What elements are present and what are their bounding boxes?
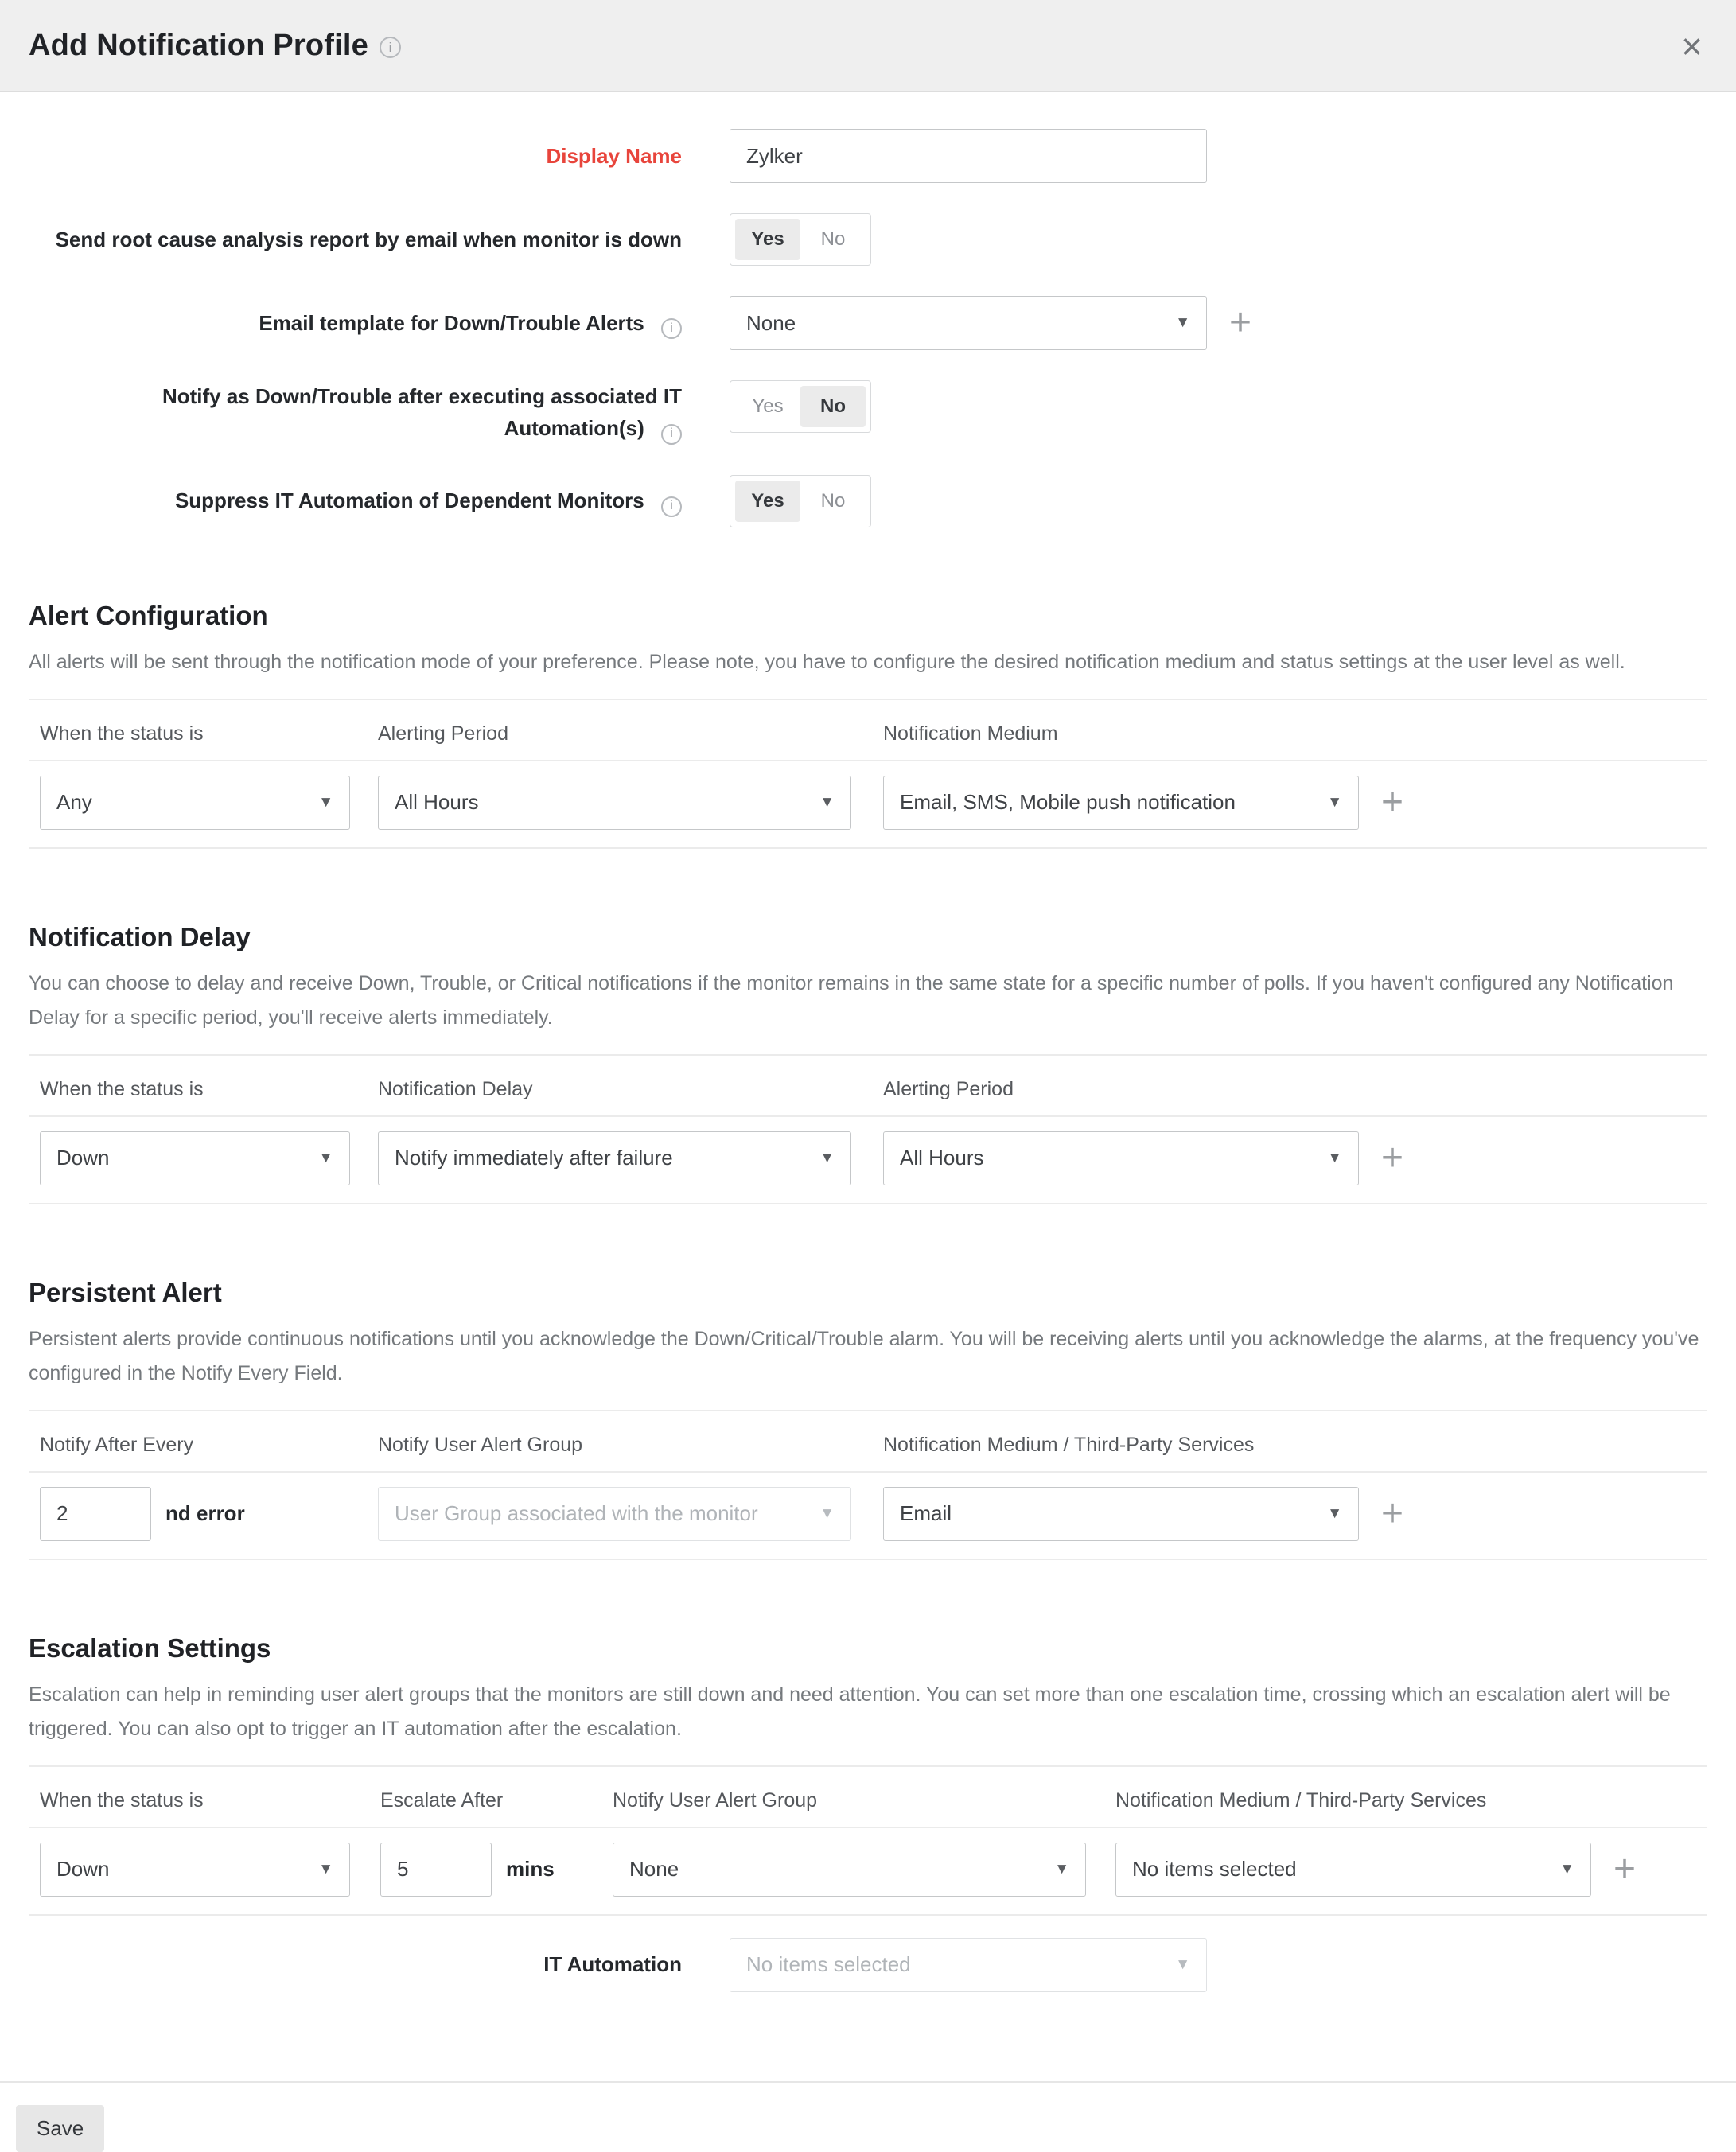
escalate-after-input[interactable]: [380, 1843, 492, 1897]
chevron-down-icon: ▼: [819, 1149, 835, 1166]
email-template-value: None: [746, 310, 796, 335]
status-dropdown[interactable]: [40, 1843, 350, 1897]
suppress-automation-no-option[interactable]: No: [820, 489, 846, 512]
email-template-label-text: Email template for Down/Trouble Alerts: [259, 310, 644, 335]
chevron-down-icon: ▼: [318, 1860, 333, 1878]
status-dropdown[interactable]: [40, 776, 350, 830]
column-header-alerting-period: Alerting Period: [883, 1077, 1014, 1100]
it-automation-placeholder: No items selected: [746, 1952, 911, 1977]
persistent-alert-row: [29, 1473, 1707, 1559]
notification-delay-row: [29, 1117, 1707, 1203]
delay-value: Notify immediately after failure: [395, 1146, 673, 1170]
email-template-row: [29, 296, 1707, 350]
alerting-period-dropdown[interactable]: [883, 1131, 1359, 1185]
alert-configuration-row: [29, 761, 1707, 847]
status-value: Down: [56, 1857, 110, 1882]
chevron-down-icon: ▼: [1327, 1504, 1342, 1522]
column-header-alerting-period: Alerting Period: [378, 722, 508, 745]
add-persistent-alert-icon[interactable]: +: [1381, 1492, 1404, 1535]
persistent-alert-section: [0, 1278, 1736, 1560]
section-title: Persistent Alert: [29, 1277, 222, 1307]
column-header-user-alert-group: Notify User Alert Group: [613, 1788, 818, 1811]
top-form: [0, 129, 1736, 527]
section-description: Persistent alerts provide continuous notifications until you acknowledge the Down/Critical/Trouble alarm. You will be receiving alerts until you acknowledge the alarms, at the frequency you've configured in the Notify Every Field.: [29, 1327, 1699, 1384]
notification-delay-section: [0, 922, 1736, 1204]
notify-after-automation-no-option[interactable]: No: [800, 386, 866, 427]
escalation-column-headers: [29, 1767, 1707, 1827]
rca-yes-option[interactable]: Yes: [735, 219, 800, 260]
rca-no-option[interactable]: No: [820, 228, 846, 250]
chevron-down-icon: ▼: [1327, 793, 1342, 811]
add-notification-delay-icon[interactable]: +: [1381, 1136, 1404, 1179]
notification-delay-column-headers: [29, 1056, 1707, 1115]
column-header-notification-medium: Notification Medium / Third-Party Services: [883, 1433, 1255, 1456]
it-automation-label: IT Automation: [543, 1952, 682, 1977]
suppress-automation-label-text: Suppress IT Automation of Dependent Monitors: [174, 488, 644, 513]
column-header-notification-medium: Notification Medium / Third-Party Services: [1115, 1788, 1487, 1811]
section-title: Notification Delay: [29, 921, 251, 951]
add-email-template-icon[interactable]: +: [1229, 302, 1252, 344]
suppress-automation-info-icon[interactable]: i: [661, 496, 682, 517]
column-header-status: When the status is: [40, 722, 204, 745]
notification-medium-dropdown[interactable]: [883, 776, 1359, 830]
suppress-automation-toggle: [730, 475, 871, 527]
divider: [29, 1203, 1707, 1204]
footer: [0, 2081, 1736, 2152]
email-template-info-icon[interactable]: i: [661, 318, 682, 339]
notify-after-automation-row: [29, 380, 1707, 445]
chevron-down-icon: ▼: [1327, 1149, 1342, 1166]
notify-after-automation-label-text: Notify as Down/Trouble after executing associated IT Automation(s): [162, 384, 682, 441]
column-header-notify-after-every: Notify After Every: [40, 1433, 194, 1456]
add-escalation-icon[interactable]: +: [1613, 1847, 1637, 1890]
it-automation-row: [29, 1938, 1707, 1992]
alerting-period-dropdown[interactable]: [378, 776, 851, 830]
column-header-status: When the status is: [40, 1077, 204, 1100]
escalation-row: [29, 1828, 1707, 1914]
mins-label: mins: [506, 1857, 555, 1882]
display-name-label: Display Name: [546, 143, 682, 168]
column-header-user-alert-group: Notify User Alert Group: [378, 1433, 583, 1456]
alert-configuration-section: [0, 601, 1736, 849]
alerting-period-value: All Hours: [395, 790, 479, 815]
notify-after-automation-info-icon[interactable]: i: [661, 424, 682, 445]
notify-after-automation-yes-option[interactable]: Yes: [752, 395, 784, 417]
notification-medium-value: Email: [900, 1501, 952, 1526]
close-icon[interactable]: ×: [1681, 25, 1703, 67]
chevron-down-icon: ▼: [1175, 1955, 1190, 1973]
add-alert-configuration-icon[interactable]: +: [1381, 780, 1404, 823]
section-description: Escalation can help in reminding user alert groups that the monitors are still down and need attention. You can set more than one escalation time, crossing which an escalation alert will be triggered. You can also opt to trigger an IT automation after the escalation.: [29, 1683, 1671, 1740]
notify-after-automation-label: [29, 380, 682, 445]
notification-medium-value: No items selected: [1132, 1857, 1297, 1882]
email-template-dropdown[interactable]: [730, 296, 1207, 350]
divider: [29, 847, 1707, 849]
user-alert-group-placeholder: User Group associated with the monitor: [395, 1501, 758, 1526]
delay-dropdown[interactable]: [378, 1131, 851, 1185]
alerting-period-value: All Hours: [900, 1146, 984, 1170]
user-alert-group-value: None: [629, 1857, 679, 1882]
notification-medium-value: Email, SMS, Mobile push notification: [900, 790, 1236, 815]
alert-configuration-column-headers: [29, 700, 1707, 760]
persistent-alert-column-headers: [29, 1411, 1707, 1471]
column-header-delay: Notification Delay: [378, 1077, 533, 1100]
status-value: Down: [56, 1146, 110, 1170]
chevron-down-icon: ▼: [819, 793, 835, 811]
column-header-status: When the status is: [40, 1788, 204, 1811]
column-header-notification-medium: Notification Medium: [883, 722, 1058, 745]
chevron-down-icon: ▼: [318, 793, 333, 811]
user-alert-group-dropdown[interactable]: [613, 1843, 1086, 1897]
display-name-input[interactable]: [730, 129, 1207, 183]
escalation-settings-section: [0, 1633, 1736, 1992]
notify-after-every-input[interactable]: [40, 1487, 151, 1541]
status-value: Any: [56, 790, 92, 815]
chevron-down-icon: ▼: [1175, 314, 1190, 331]
notify-after-every-cell: [40, 1487, 378, 1541]
page-title: Add Notification Profile: [29, 29, 369, 62]
column-header-escalate-after: Escalate After: [380, 1788, 504, 1811]
escalate-after-cell: [380, 1843, 613, 1897]
section-description: You can choose to delay and receive Down, Trouble, or Critical notifications if the monitor remains in the same state for a specific number of polls. If you haven't configured any Notification Delay for a specific period, you'll receive alerts immediately.: [29, 971, 1674, 1029]
rca-label: Send root cause analysis report by email when monitor is down: [55, 227, 682, 251]
section-description: All alerts will be sent through the notification mode of your preference. Please note, you have to configure the desired notification medium and status settings at the user level as well.: [29, 650, 1625, 673]
section-title: Escalation Settings: [29, 1632, 271, 1663]
divider: [29, 1914, 1707, 1916]
chevron-down-icon: ▼: [318, 1149, 333, 1166]
suppress-automation-yes-option[interactable]: Yes: [735, 481, 800, 522]
section-title: Alert Configuration: [29, 600, 268, 630]
user-alert-group-dropdown[interactable]: [378, 1487, 851, 1541]
notify-after-automation-toggle: [730, 380, 871, 433]
save-button[interactable]: Save: [16, 2105, 104, 2152]
notification-medium-dropdown[interactable]: [883, 1487, 1359, 1541]
chevron-down-icon: ▼: [819, 1504, 835, 1522]
display-name-row: [29, 129, 1707, 183]
title-info-icon[interactable]: i: [380, 37, 401, 58]
notification-medium-dropdown[interactable]: [1115, 1843, 1591, 1897]
email-template-label: [29, 307, 682, 339]
it-automation-dropdown[interactable]: [730, 1938, 1207, 1992]
rca-row: [29, 213, 1707, 266]
suppress-automation-label: [29, 484, 682, 516]
divider: [29, 1559, 1707, 1560]
error-suffix-label: nd error: [165, 1501, 245, 1526]
suppress-automation-row: [29, 475, 1707, 527]
rca-toggle: [730, 213, 871, 266]
modal-header: [0, 0, 1736, 92]
chevron-down-icon: ▼: [1559, 1860, 1574, 1878]
chevron-down-icon: ▼: [1054, 1860, 1069, 1878]
status-dropdown[interactable]: [40, 1131, 350, 1185]
